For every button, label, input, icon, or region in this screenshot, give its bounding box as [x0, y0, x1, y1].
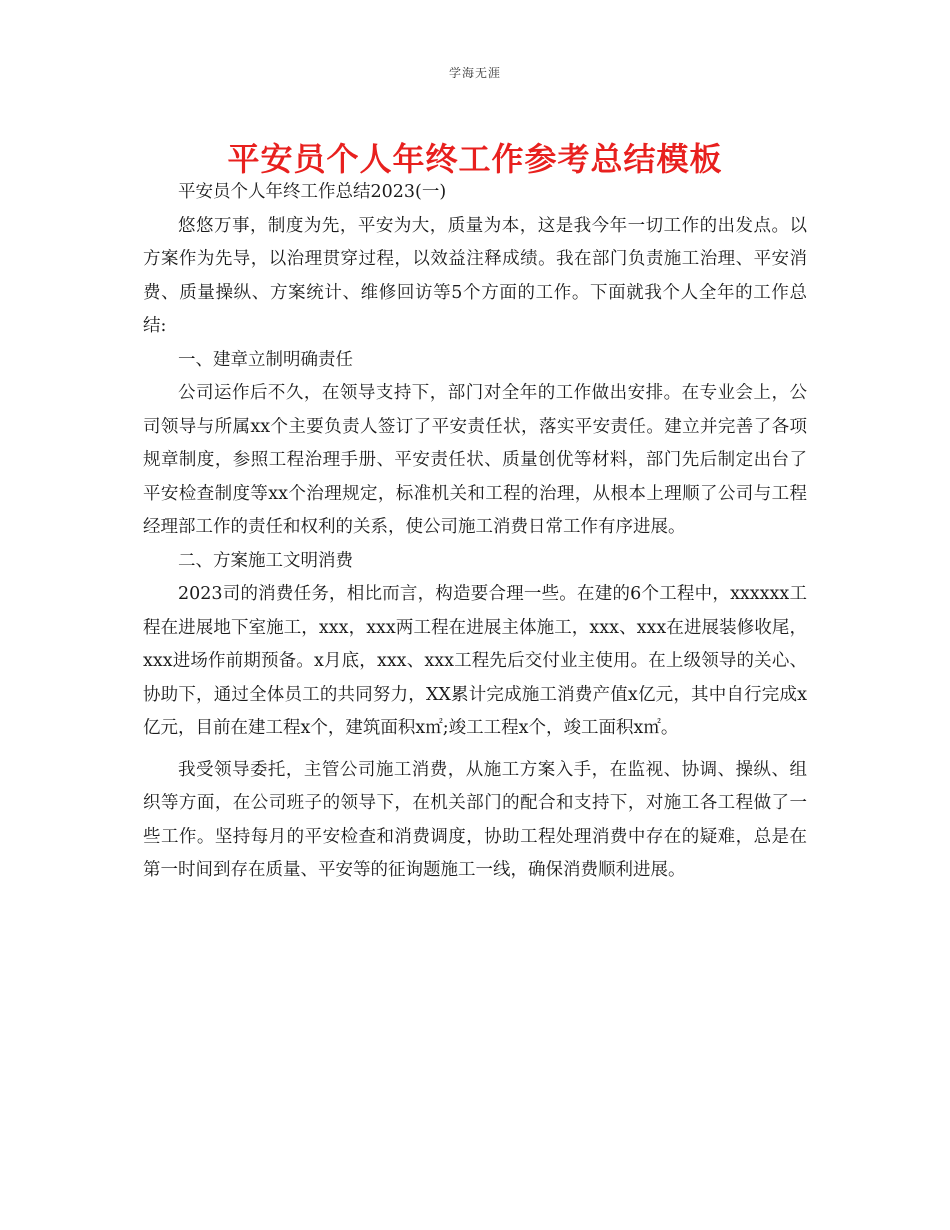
intro-paragraph: 悠悠万事，制度为先，平安为大，质量为本，这是我今年一切工作的出发点。以方案作为先导，以治理贯穿过程，以效益注释成绩。我在部门负责施工治理、平安消费、质量操纵、方案统计、维修回访等5个方面的工作。下面就我个人全年的工作总结:: [143, 215, 807, 336]
section-heading-1: 一、建章立制明确责任: [178, 349, 353, 370]
section-heading-2: 二、方案施工文明消费: [178, 550, 353, 571]
document-body: [143, 176, 807, 888]
section-2-paragraph-2: 我受领导委托，主管公司施工消费，从施工方案入手，在监视、协调、操纵、组织等方面，在公司班子的领导下，在机关部门的配合和支持下，对施工各工程做了一些工作。坚持每月的平安检查和消费调度，协助工程处理消费中存在的疑难，总是在第一时间到存在质量、平安等的征询题施工一线，确保消费顺利进展。: [143, 759, 807, 880]
section-2-paragraph: 2023司的消费任务，相比而言，构造要合理一些。在建的6个工程中，xxxxxx工程在进展地下室施工，xxx，xxx两工程在进展主体施工，xxx、xxx在进展装修收尾，xxx进场作前期预备。x月底，xxx、xxx工程先后交付业主使用。在上级领导的关心、协助下，通过全体员工的共同努力，XX累计完成施工消费产值x亿元，其中自行完成x亿元，目前在建工程x个，建筑面积x㎡;竣工工程x个，竣工面积x㎡。: [143, 584, 807, 738]
subtitle-paragraph: 平安员个人年终工作总结2023(一): [178, 182, 447, 202]
document-title: 平安员个人年终工作参考总结模板: [227, 140, 723, 178]
section-1-paragraph: 公司运作后不久，在领导支持下，部门对全年的工作做出安排。在专业会上，公司领导与所属xx个主要负责人签订了平安责任状，落实平安责任。建立并完善了各项规章制度，参照工程治理手册、平安责任状、质量创优等材料，部门先后制定出台了平安检查制度等xx个治理规定，标准机关和工程的治理，从根本上理顺了公司与工程经理部工作的责任和权利的关系，使公司施工消费日常工作有序进展。: [143, 383, 807, 537]
page-header: 学海无涯: [448, 66, 501, 80]
